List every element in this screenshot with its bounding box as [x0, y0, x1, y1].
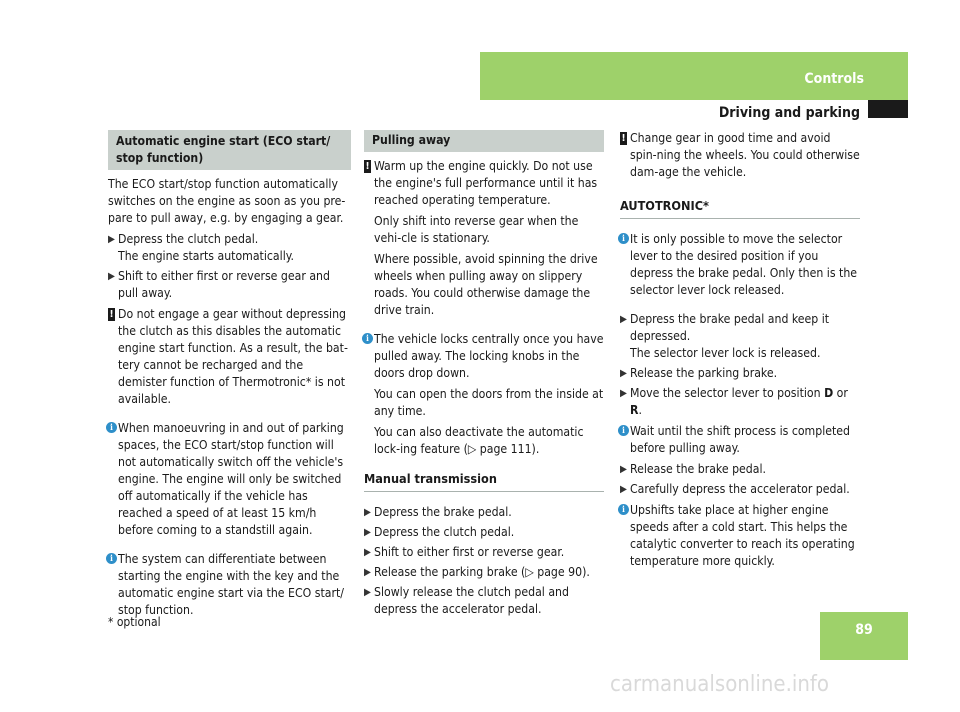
step-item	[364, 504, 604, 521]
column-1	[108, 130, 351, 623]
step-text-end: .	[638, 403, 642, 417]
warning-text: Change gear in good time and avoid spin-ning the wheels. You could otherwise dam-age the vehicle.	[630, 131, 860, 179]
exclamation-icon: !	[365, 161, 370, 172]
triangle-arrow-icon: ▶	[364, 567, 371, 578]
eco-intro: The ECO start/stop function automatically switches on the engine as soon as you pre-pare to pull away, e.g. by engaging a gear.	[108, 177, 346, 225]
step-text: Slowly release the clutch pedal and depress the accelerator pedal.	[374, 585, 569, 616]
info-icon: i	[362, 333, 373, 344]
step-item	[364, 564, 604, 581]
warning-text: Do not engage a gear without depressing the clutch as this disables the automatic engine start function. As a result, the bat-tery cannot be recharged and the demister function of Thermotronic* is not available.	[118, 307, 348, 406]
info-text: Wait until the shift process is completed before pulling away.	[630, 424, 850, 455]
triangle-arrow-icon: ▶	[620, 464, 627, 475]
step-item	[364, 524, 604, 541]
info-note	[620, 502, 860, 570]
triangle-arrow-icon: ▶	[364, 547, 371, 558]
exclamation-icon: !	[109, 309, 114, 320]
step-item	[108, 231, 351, 265]
subheading-autotronic: AUTOTRONIC*	[620, 197, 860, 219]
info-text: You can also deactivate the automatic lock-ing feature (▷ page 111).	[374, 425, 584, 456]
step-text: Shift to either first or reverse gear and pull away.	[118, 269, 330, 300]
step-item	[364, 544, 604, 561]
step-item	[620, 311, 860, 362]
heading-pulling-away: Pulling away	[364, 130, 604, 152]
info-icon: i	[106, 553, 117, 564]
step-text: Depress the clutch pedal.	[374, 525, 515, 539]
info-note	[620, 231, 860, 299]
step-item	[620, 385, 860, 419]
step-item	[620, 365, 860, 382]
header-black-tab	[868, 100, 908, 118]
subheading-manual-transmission: Manual transmission	[364, 470, 604, 492]
column-2	[364, 130, 604, 621]
exclamation-icon: !	[621, 133, 626, 144]
footnote: * optional	[108, 615, 161, 629]
info-text: It is only possible to move the selector lever to the desired position if you depress the brake pedal. Only then is the selector lever lock released.	[630, 232, 858, 297]
step-text-or: or	[833, 386, 848, 400]
step-item	[620, 461, 860, 478]
step-text: Shift to either first or reverse gear.	[374, 545, 565, 559]
warning-note	[364, 158, 604, 319]
step-text: Depress the clutch pedal.	[118, 232, 259, 246]
heading-eco-start: Automatic engine start (ECO start/ stop function)	[108, 130, 351, 170]
warning-text: Where possible, avoid spinning the drive wheels when pulling away on slippery roads. You could otherwise damage the drive train.	[374, 252, 598, 317]
info-text: Upshifts take place at higher engine speeds after a cold start. This helps the catalytic converter to reach its operating temperature more quickly.	[630, 503, 855, 568]
step-text: Depress the brake pedal and keep it depressed.	[630, 312, 830, 343]
step-text: Carefully depress the accelerator pedal.	[630, 482, 850, 496]
page-number: 89	[855, 622, 873, 638]
info-note	[364, 331, 604, 458]
info-text: When manoeuvring in and out of parking spaces, the ECO start/stop function will not automatically switch off the vehicle's engine. The engine will only be switched off automatically if the vehicle has reached a speed of at least 15 km/h before coming to a standstill again.	[118, 421, 344, 537]
info-icon: i	[106, 422, 117, 433]
chapter-title: Driving and parking	[718, 105, 860, 121]
step-text: Depress the brake pedal.	[374, 505, 512, 519]
triangle-arrow-icon: ▶	[108, 271, 115, 282]
warning-note	[620, 130, 860, 181]
section-title: Controls	[804, 71, 864, 87]
info-text: The vehicle locks centrally once you have pulled away. The locking knobs in the doors drop down.	[374, 332, 604, 380]
info-icon: i	[618, 425, 629, 436]
info-note	[108, 420, 351, 539]
info-text: The system can differentiate between starting the engine with the key and the automatic engine start via the ECO start/ stop function.	[118, 552, 344, 617]
triangle-arrow-icon: ▶	[364, 587, 371, 598]
step-text: Release the parking brake (▷ page 90).	[374, 565, 590, 579]
warning-text: Warm up the engine quickly. Do not use the engine's full performance until it has reached operating temperature.	[374, 159, 598, 207]
triangle-arrow-icon: ▶	[620, 314, 627, 325]
column-3	[620, 130, 860, 574]
step-result: The engine starts automatically.	[118, 249, 294, 263]
position-r: R	[630, 403, 639, 417]
step-item	[620, 481, 860, 498]
watermark: carmanualsonline.info	[610, 672, 829, 697]
info-note	[620, 423, 860, 457]
warning-note	[108, 306, 351, 408]
triangle-arrow-icon: ▶	[620, 484, 627, 495]
warning-text: Only shift into reverse gear when the vehi-cle is stationary.	[374, 214, 579, 245]
step-text: Move the selector lever to position	[630, 386, 825, 400]
step-text: Release the brake pedal.	[630, 462, 767, 476]
triangle-arrow-icon: ▶	[620, 368, 627, 379]
step-result: The selector lever lock is released.	[630, 346, 821, 360]
triangle-arrow-icon: ▶	[364, 527, 371, 538]
info-text: You can open the doors from the inside at any time.	[374, 387, 604, 418]
info-icon: i	[618, 233, 629, 244]
info-note	[108, 551, 351, 619]
position-d: D	[824, 386, 834, 400]
triangle-arrow-icon: ▶	[620, 388, 627, 399]
step-item	[108, 268, 351, 302]
step-text: Release the parking brake.	[630, 366, 778, 380]
info-icon: i	[618, 504, 629, 515]
step-item	[364, 584, 604, 618]
triangle-arrow-icon: ▶	[364, 507, 371, 518]
triangle-arrow-icon: ▶	[108, 234, 115, 245]
